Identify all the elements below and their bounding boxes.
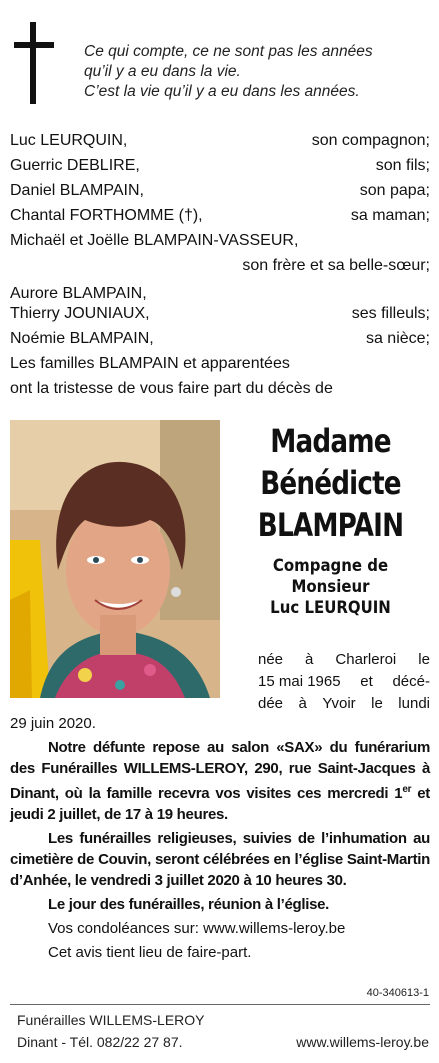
family-row [10,228,430,253]
family-name: Thierry JOUNIAUX, [10,305,150,322]
reference-number: 40-340613-1 [366,987,429,999]
family-relation: son papa; [359,182,430,199]
companion-line: Luc LEURQUIN [270,598,391,618]
family-row [10,253,430,278]
notice-body [10,713,430,963]
portrait-photo [10,420,220,698]
family-relation: son frère et sa belle-sœur; [242,257,430,274]
announcement-line: ont la tristesse de vous faire part du décès de [10,380,333,397]
family-list [10,128,430,401]
deceased-name-block [228,420,433,619]
visit-paragraph: Notre défunte repose au salon «SAX» du funérarium des Funérailles WILLEMS-LEROY, 290, rue Saint-Jacques à Dinant, où la famille recevra vos visites ces mercredi 1er et jeudi 2 juillet, de 17 à 19 heures. [10,739,430,823]
family-row [10,178,430,203]
footer-phone: Dinant - Tél. 082/22 27 87. [17,1034,183,1050]
condolences-line: Vos condoléances sur: www.willems-leroy.be [48,920,346,937]
family-row [10,304,430,324]
family-row [10,203,430,228]
meeting-line: Le jour des funérailles, réunion à l’église. [48,896,330,913]
family-name: Luc LEURQUIN, [10,132,128,149]
companion-line: Monsieur [291,577,370,597]
funeral-paragraph: Les funérailles religieuses, suivies de l’inhumation au cimetière de Couvin, seront célébrées en l’église Saint-Martin d’Anhée, le vendredi 3 juillet 2020 à 10 heures 30. [10,830,430,889]
footer-website: www.willems-leroy.be [296,1034,429,1050]
family-row [10,153,430,178]
family-relation: son compagnon; [311,132,430,149]
quote-line: Ce qui compte, ce ne sont pas les années [84,43,373,60]
cross-icon [10,22,60,104]
quote-line: qu’il y a eu dans la vie. [84,63,241,80]
notice-line: Cet avis tient lieu de faire-part. [48,944,252,961]
family-row [10,128,430,153]
companion-line: Compagne de [272,556,389,576]
family-name: Guerric DEBLIRE, [10,157,140,174]
family-name: Daniel BLAMPAIN, [10,182,144,199]
footer-company: Funérailles WILLEMS-LEROY [17,1012,205,1028]
family-relation: sa nièce; [365,330,430,347]
family-name: Noémie BLAMPAIN, [10,330,154,347]
quote-line: C’est la vie qu’il y a eu dans les années. [84,83,360,100]
family-row [10,284,430,304]
families-line: Les familles BLAMPAIN et apparentées [10,355,290,372]
footer-divider [10,1004,430,1005]
deceased-last-name: BLAMPAIN [257,506,404,544]
epigraph-quote [84,42,429,102]
family-name: Chantal FORTHOMME (†), [10,207,203,224]
birth-death-info: née à Charleroi le 15 mai 1965 et décé- dée à Yvoir le lundi [258,651,430,712]
family-row [10,326,430,351]
family-relation: son fils; [375,157,430,174]
deceased-title: Madame [270,422,391,460]
death-date-line: 29 juin 2020. [10,715,96,732]
family-name: Michaël et Joëlle BLAMPAIN-VASSEUR, [10,232,299,249]
family-relation: ses filleuls; [351,305,430,322]
family-name: Aurore BLAMPAIN, [10,285,147,302]
deceased-first-name: Bénédicte [260,464,401,502]
family-relation: sa maman; [350,207,430,224]
